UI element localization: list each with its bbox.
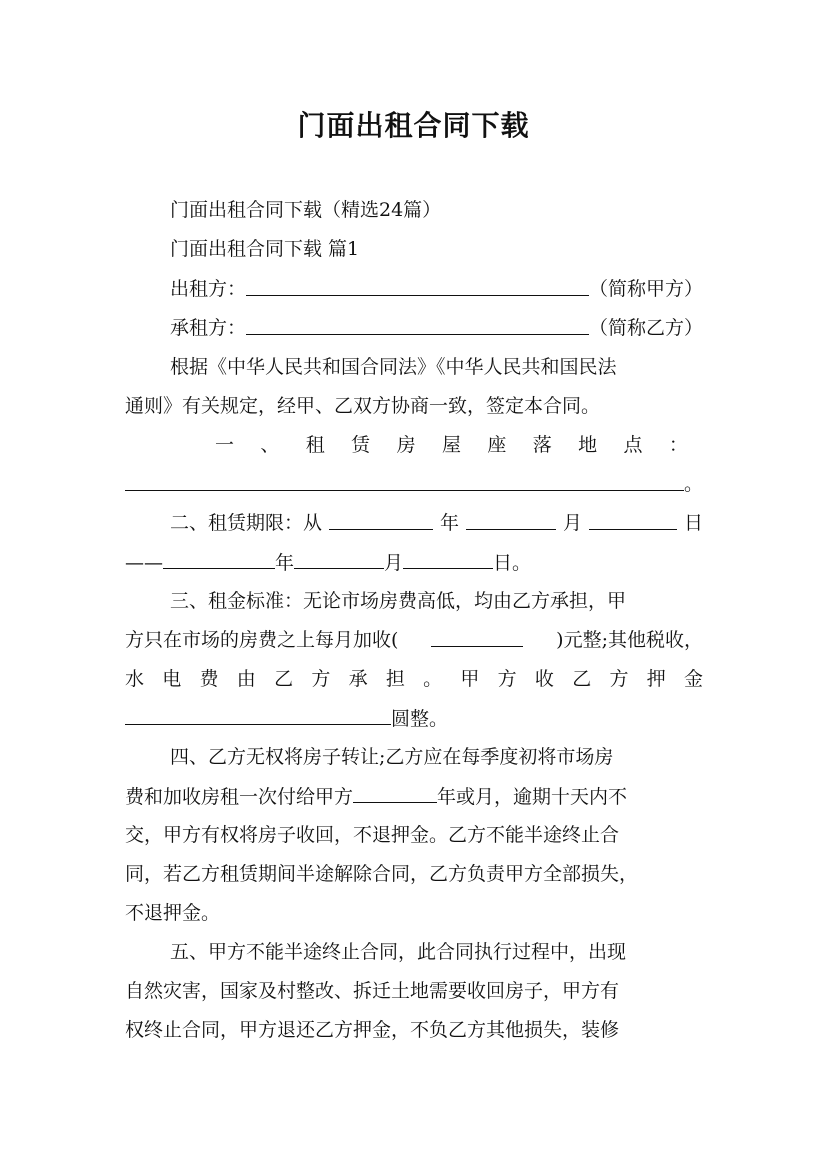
- end-year-blank: [163, 548, 275, 569]
- clause1-char: 地: [578, 434, 598, 456]
- day-label: 日: [683, 512, 703, 534]
- clause1-char: 租: [305, 434, 325, 456]
- clause3-char: 担: [385, 668, 405, 690]
- clause4-line-2: [125, 782, 703, 811]
- clause3-char: 乙: [572, 668, 592, 690]
- clause3-char: 。: [423, 668, 443, 690]
- subtitle: 门面出租合同下载（精选24篇）: [170, 199, 442, 221]
- clause1-end: 。: [683, 473, 703, 495]
- page-title: 门面出租合同下载: [297, 109, 530, 142]
- clause2-prefix: 二、租赁期限：从: [170, 512, 323, 534]
- clause3-line-1: 三、租金标准：无论市场房费高低，均由乙方承担，甲: [170, 590, 627, 612]
- clause3-char: 押: [646, 668, 666, 690]
- clause4-line-5: 不退押金。: [125, 902, 221, 924]
- clause3-char: 收: [534, 668, 554, 690]
- preamble-line-1: 根据《中华人民共和国合同法》《中华人民共和国民法: [170, 356, 617, 378]
- clause2-line-1: [170, 509, 703, 537]
- month-label: 月: [384, 552, 404, 574]
- day-end-label: 日。: [493, 552, 532, 574]
- clause3-char: 费: [199, 668, 219, 690]
- clause3-char: 水: [125, 668, 145, 690]
- clause4-line-4: 同，若乙方租赁期间半途解除合同，乙方负责甲方全部损失，: [125, 863, 639, 885]
- preamble-line-2: 通则》有关规定，经甲、乙双方协商一致，签定本合同。: [125, 395, 601, 417]
- clause3-line-4: [125, 704, 703, 733]
- lessee-label: 承租方：: [170, 317, 247, 339]
- clause3-line-2: [125, 626, 703, 654]
- start-month-blank: [466, 509, 556, 530]
- clause5-line-2: 自然灾害，国家及村整改、拆迁土地需要收回房子，甲方有: [125, 980, 620, 1002]
- start-day-blank: [589, 509, 677, 530]
- lessee-blank: [246, 314, 589, 335]
- clause1-char: 点: [623, 434, 643, 456]
- lessor-label: 出租方：: [170, 278, 247, 300]
- clause5-line-1: 五、甲方不能半途终止合同，此合同执行过程中，出现: [170, 941, 627, 963]
- clause3-char: 由: [236, 668, 256, 690]
- deposit-end: 圆整。: [391, 708, 449, 730]
- clause3-char: 承: [348, 668, 368, 690]
- clause3-char: 方: [311, 668, 331, 690]
- end-month-blank: [294, 548, 384, 569]
- clause3-line-3: [125, 665, 703, 693]
- clause2-line-2: [125, 548, 703, 577]
- clause1-char: 落: [532, 434, 552, 456]
- surcharge-blank: [431, 626, 523, 647]
- clause3-text-a: 方只在市场的房费之上每月加收(: [125, 629, 399, 651]
- clause3-char: 金: [683, 668, 703, 690]
- month-label: 月: [562, 512, 582, 534]
- clause4-line-1: 四、乙方无权将房子转让;乙方应在每季度初将市场房: [170, 746, 614, 768]
- clause1-char: 房: [396, 434, 416, 456]
- end-day-blank: [403, 548, 493, 569]
- address-blank: [125, 470, 684, 491]
- clause3-char: 方: [609, 668, 629, 690]
- clause3-char: 甲: [460, 668, 480, 690]
- dash: ——: [125, 552, 163, 574]
- clause1-char: 、: [260, 434, 280, 456]
- clause1-char: 赁: [351, 434, 371, 456]
- payment-period-blank: [353, 782, 437, 803]
- clause4-text-a: 费和加收房租一次付给甲方: [125, 786, 354, 808]
- clause5-line-3: 权终止合同，甲方退还乙方押金，不负乙方其他损失，装修: [125, 1019, 620, 1041]
- clause1-line: [215, 431, 688, 459]
- lessor-line: [170, 275, 703, 303]
- clause3-char: 乙: [274, 668, 294, 690]
- start-year-blank: [329, 509, 433, 530]
- lessor-suffix: （简称甲方）: [588, 278, 703, 300]
- clause1-char: ：: [668, 434, 688, 456]
- lessor-blank: [246, 275, 589, 296]
- clause3-char: 电: [162, 668, 182, 690]
- clause4-line-3: 交，甲方有权将房子收回，不退押金。乙方不能半途终止合: [125, 824, 620, 846]
- lessee-line: [170, 314, 703, 342]
- deposit-blank: [125, 704, 391, 725]
- lessee-suffix: （简称乙方）: [588, 317, 703, 339]
- clause1-address-line: [125, 470, 703, 498]
- year-label: 年: [439, 512, 459, 534]
- clause4-text-b: 年或月，逾期十天内不: [437, 786, 628, 808]
- section-heading: 门面出租合同下载 篇1: [170, 238, 360, 260]
- year-label: 年: [275, 552, 295, 574]
- clause1-char: 一: [215, 434, 235, 456]
- clause3-char: 方: [497, 668, 517, 690]
- clause3-text-b: )元整;其他税收，: [556, 629, 703, 651]
- clause1-char: 屋: [441, 434, 461, 456]
- clause1-char: 座: [487, 434, 507, 456]
